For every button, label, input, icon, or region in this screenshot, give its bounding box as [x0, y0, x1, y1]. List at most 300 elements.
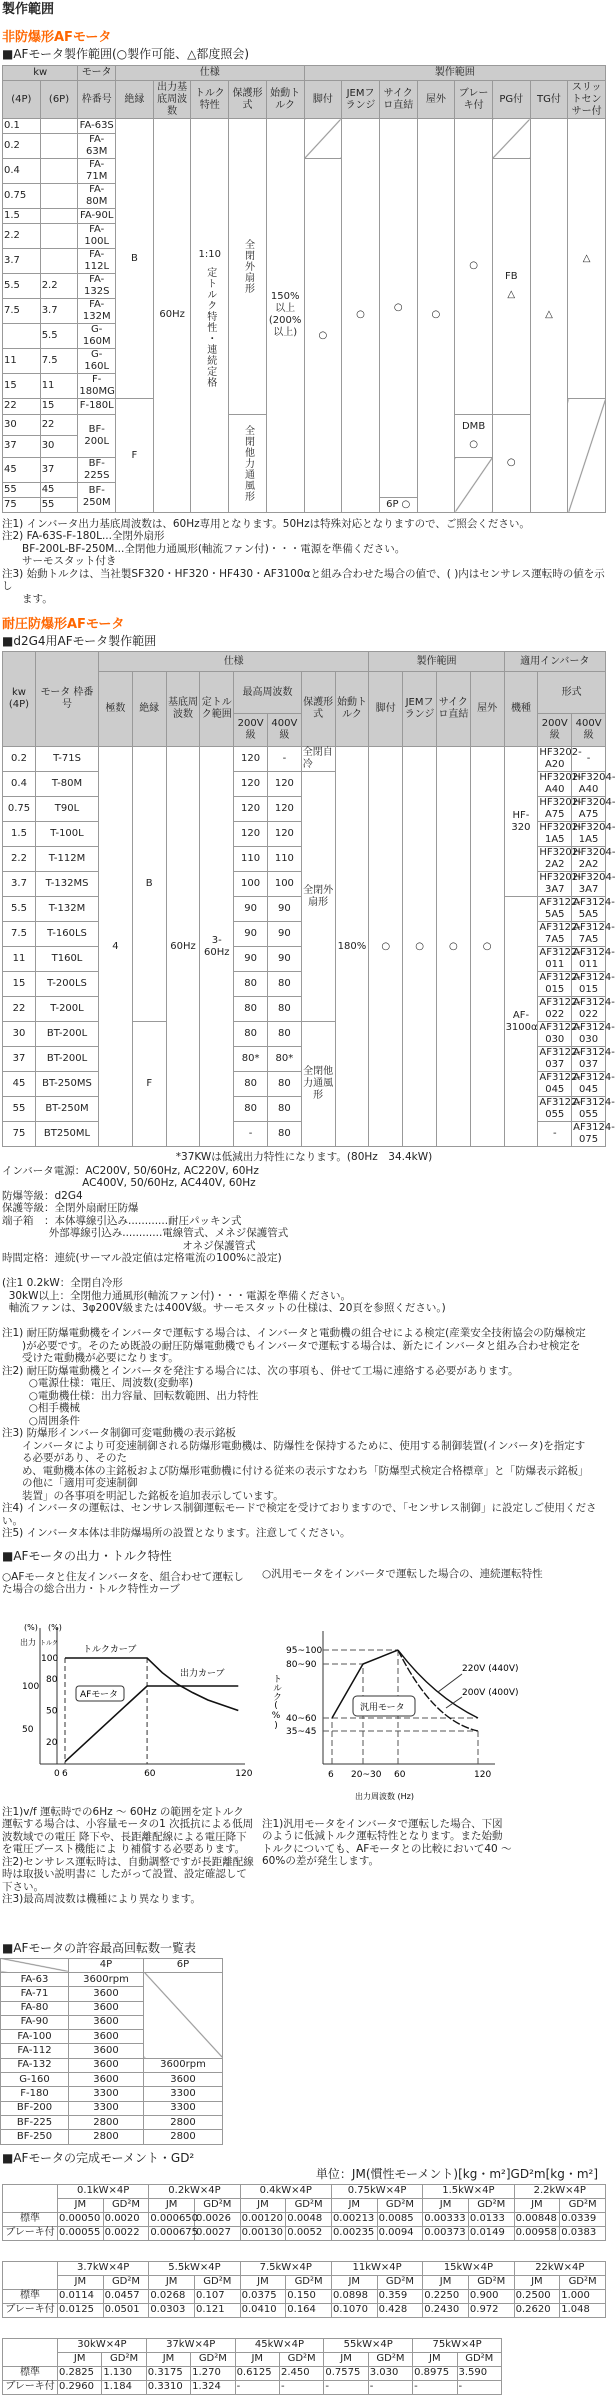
header-200v: 200V級 [234, 714, 268, 747]
max-frequency-200v: 120 [234, 797, 268, 822]
inverter-type-400v: AF3124-055 [573, 1097, 615, 1121]
note-line: 軸流ファンは、3φ200V級または400V級。サーモスタットの仕様は、20頁を参照ください。) [2, 1302, 446, 1315]
frame-number: BT-250M [36, 1097, 99, 1122]
6p-na [144, 1972, 223, 2058]
insulation: B [116, 119, 154, 399]
table-row [3, 2303, 606, 2317]
inverter-type-400v: AF3124-037 [573, 1047, 615, 1071]
header-cyclo: サイクロ直結 [436, 672, 470, 747]
outdoor-mark: ○ [417, 119, 455, 513]
rpm-4p: 2800 [69, 2130, 144, 2144]
leg-mark: ○ [369, 747, 403, 1147]
value-cell: 0.7575 [324, 2366, 368, 2380]
frame: FA-90 [1, 2015, 69, 2029]
header-pg: PG付 [492, 81, 530, 119]
kw-header: 75kW×4P [413, 2338, 502, 2352]
frame-number: FA-132S [78, 274, 116, 299]
header-6p: 6P [144, 1958, 223, 1972]
pg-mark: ○ [492, 414, 530, 512]
jem-mark: ○ [403, 747, 437, 1147]
jm-header: JM [514, 2275, 560, 2289]
kw-6p: 15 [40, 399, 78, 414]
cyclo-mark: ○ [436, 747, 470, 1147]
gd2-header: GD²M [194, 2275, 240, 2289]
kw-4p: 37 [3, 436, 41, 458]
rpm-4p: 3300 [69, 2087, 144, 2101]
poles: 4 [99, 747, 133, 1147]
output-axis-label: 出力 [20, 1637, 36, 1647]
row-label: 標準 [3, 2366, 58, 2380]
note-line: 注1)汎用モータをインバータで運転した場合、下図のように低減トルク運転特性となります。また始動トルクについても、AFモータとの比較において40 ～ 60%の差が発生します。 [262, 1817, 512, 1868]
value-cell: 0.6125 [235, 2366, 279, 2380]
note-line: 注2) 耐圧防爆電動機とインバータを発注する場合には、次の事項も、併せて工場に連絡する必要があります。 [2, 1364, 519, 1377]
max-frequency-200v: - [234, 1122, 268, 1147]
frame-number: FA-132M [78, 299, 116, 324]
pg-mark [492, 159, 530, 414]
value-cell: 0.0501 [103, 2303, 149, 2317]
vertical-text: 全閉外扇形 [242, 238, 254, 294]
table1-notes [2, 518, 606, 606]
value-cell: 0.8975 [413, 2366, 457, 2380]
insulation: F [132, 1022, 166, 1147]
inverter-type-200v: HF3202-A20 [539, 747, 582, 771]
kw: 5.5 [3, 897, 36, 922]
kw: 0.4 [3, 772, 36, 797]
rpm-4p: 3600 [69, 2001, 144, 2015]
value-cell: 0.00958 [514, 2226, 560, 2240]
header-start: 始動トルク [335, 672, 369, 747]
kw-4p: 0.1 [3, 119, 41, 134]
value-cell: 0.00055 [58, 2226, 104, 2240]
note-line: 保護等級：全閉外扇耐圧防爆 [2, 1202, 139, 1215]
torque-curve [65, 1658, 238, 1711]
kw: 22 [3, 997, 36, 1022]
inverter-type-400v: HF3204-A75 [573, 797, 616, 821]
note-line: インバータにより可変速制御される防爆形電動機は、防爆性を保持するために、使用する制御装置(インバータ)を指定す [2, 1439, 586, 1452]
kw-4p: 45 [3, 457, 41, 482]
value-cell: 0.0020 [103, 2212, 149, 2226]
leg-na [304, 119, 342, 159]
value-cell: 0.3175 [146, 2366, 190, 2380]
frame-number: FA-80M [78, 184, 116, 209]
gd2-header: GD²M [468, 2275, 514, 2289]
value-cell: 0.2430 [423, 2303, 469, 2317]
header-range: 製作範囲 [369, 652, 504, 672]
value-cell: 0.2960 [58, 2380, 102, 2394]
frame-number: T-132M [36, 897, 99, 922]
mark: 1:10 [198, 248, 222, 260]
kw: 7.5 [3, 922, 36, 947]
gd2-header: GD²M [377, 2275, 423, 2289]
rpm-6p: 3600rpm [144, 2058, 223, 2072]
tg-mark: △ [530, 119, 568, 513]
header-leg: 脚付 [304, 81, 342, 119]
frame-number: FA-71M [78, 159, 116, 184]
general-motor-label: 汎用モータ [360, 1702, 405, 1713]
gd2-header: GD²M [286, 2198, 332, 2212]
kw: 15 [3, 972, 36, 997]
kw: 55 [3, 1097, 36, 1122]
header-kw: kw (4P) [3, 652, 36, 747]
jm-header: JM [146, 2352, 190, 2366]
table-row [1, 1972, 223, 1986]
value-cell: 0.3310 [146, 2380, 190, 2394]
value-cell: 0.0457 [103, 2289, 149, 2303]
frame-number: FA-90L [78, 209, 116, 224]
max-frequency-400v: 120 [267, 772, 301, 797]
header-torque: トルク特性 [191, 81, 229, 119]
table-row [1, 2115, 223, 2129]
inverter-type-200v: HF3202-2A2 [539, 847, 582, 871]
inverter-type-400v: AF3124-075 [573, 1122, 615, 1146]
output-unit: (%) [24, 1622, 38, 1632]
gd2-table [2, 2338, 502, 2395]
kw-4p: 3.7 [3, 249, 41, 274]
inverter-type-200v: AF3122-011 [539, 947, 582, 971]
gd2-section-heading: ■AFモータの完成モーメント・GD² [2, 2150, 195, 2165]
header-6p: (6P) [40, 81, 78, 119]
kw-4p: 55 [3, 482, 41, 497]
kw-6p [40, 224, 78, 249]
frame-number: BT-200L [36, 1022, 99, 1047]
inverter-model: AF-3100α [504, 897, 538, 1147]
value-cell: 0.2250 [423, 2289, 469, 2303]
x-tick: 120 [474, 1769, 492, 1780]
kw-4p: 22 [3, 399, 41, 414]
rpm-6p: 2800 [144, 2115, 223, 2129]
value-cell: 1.000 [560, 2289, 606, 2303]
header-type-400v: 400V級 [572, 714, 606, 747]
max-frequency-200v: 90 [234, 897, 268, 922]
header-motor: モータ [78, 66, 116, 81]
kw-6p [40, 134, 78, 159]
note-line [2, 1315, 606, 1328]
kw-6p: 55 [40, 497, 78, 512]
curve-label: 220V (440V) [462, 1663, 519, 1674]
jm-header: JM [514, 2198, 560, 2212]
value-cell: 1.270 [191, 2366, 235, 2380]
jm-header: JM [331, 2275, 377, 2289]
table-row [1, 2073, 223, 2087]
kw-4p: 30 [3, 414, 41, 436]
header-prot: 保護形式 [301, 672, 335, 747]
frame-number: T-160LS [36, 922, 99, 947]
value-cell: 0.00120 [240, 2212, 286, 2226]
gd2-unit: 単位：JM(慣性モーメント)[kg・m²]GD²m[kg・m²] [315, 2166, 598, 2181]
value-cell: 0.164 [286, 2303, 332, 2317]
kw-header: 0.2kW×4P [149, 2184, 240, 2198]
frame-number: FA-63S [78, 119, 116, 134]
inverter-type-200v: HF3202-1A5 [539, 822, 582, 846]
frame: BF-200 [1, 2101, 69, 2115]
right-chart-notes [262, 1806, 512, 1868]
inverter-type-200v: - [538, 1122, 572, 1147]
frame-number: BF-225S [78, 457, 116, 482]
value-cell: 0.0022 [103, 2226, 149, 2240]
kw-header: 22kW×4P [514, 2261, 605, 2275]
value-cell: 1.184 [102, 2380, 146, 2394]
frame: G-160 [1, 2073, 69, 2087]
rpm-6p: 3300 [144, 2087, 223, 2101]
starting-torque: 150%以上(200%以上) [266, 119, 304, 513]
inverter-model: HF-320 [504, 747, 538, 897]
value-cell: 1.048 [560, 2303, 606, 2317]
note-line: 注1) 耐圧防爆電動機をインバータで運転する場合は、インバータと電動機の組合せによる検定(産業安全技術協会の防爆検定 [2, 1327, 586, 1340]
protection-type: 全閉他力通風形 [301, 1022, 335, 1147]
kw-4p: 0.4 [3, 159, 41, 184]
y-tick: 80~90 [286, 1659, 317, 1670]
frame: FA-132 [1, 2058, 69, 2072]
value-cell: 0.0125 [58, 2303, 104, 2317]
inverter-type-400v: HF3204-2A2 [573, 847, 616, 871]
kw: 2.2 [3, 847, 36, 872]
leader-line [446, 1697, 462, 1708]
value-cell: 0.00848 [514, 2212, 560, 2226]
gd2-header: GD²M [286, 2275, 332, 2289]
header-slit: スリットセンサー付 [568, 81, 606, 119]
table-row [3, 2289, 606, 2303]
kw-6p: 3.7 [40, 299, 78, 324]
table2-caption: ■d2G4用AFモータ製作範囲 [2, 634, 157, 649]
kw-4p: 5.5 [3, 274, 41, 299]
note-line: 注3)最高周波数は機種により異なります。 [2, 1893, 201, 1906]
d2g4-production-table [2, 651, 616, 1147]
max-frequency-200v: 80 [234, 1072, 268, 1097]
kw: 37 [3, 1047, 36, 1072]
row-label: 標準 [3, 2212, 58, 2226]
torque-tick: 80 [46, 1674, 58, 1685]
protection-type [229, 414, 267, 512]
frame-number: G-160M [78, 324, 116, 349]
header-out: 屋外 [470, 672, 504, 747]
note-line: め、電動機本体の主銘板および防爆形電動機に付ける従来の表示すなわち「防爆型式検定合格標章」と「防爆表示銘板」 [2, 1464, 589, 1477]
inverter-type-200v: AF3122-7A5 [539, 922, 582, 946]
corner-cell [1, 1958, 69, 1972]
gd2-header: GD²M [279, 2352, 323, 2366]
value-cell: 0.359 [377, 2289, 423, 2303]
value-cell: - [324, 2380, 368, 2394]
note-line: 注1)v/f 運転時での6Hz ～ 60Hz の範囲を定トルク運転する場合は、小容量モータの1 次抵抗による低周波数域での電圧 降下や、長距離配線による電圧降下を電圧ブースト機能によ り補償する必要あります。 [2, 1805, 254, 1856]
note-line: 端子箱 ：本体導線引込み............耐圧パッキン式 [2, 1214, 242, 1227]
table-row [1, 2101, 223, 2115]
kw-header: 37kW×4P [146, 2338, 235, 2352]
kw-6p: 7.5 [40, 349, 78, 374]
frame-number: T90L [36, 797, 99, 822]
header-leg: 脚付 [369, 672, 403, 747]
kw: 45 [3, 1072, 36, 1097]
gd2-header: GD²M [377, 2198, 423, 2212]
kw-6p: 2.2 [40, 274, 78, 299]
header-range: 製作範囲 [304, 66, 606, 81]
max-frequency-400v: - [267, 747, 301, 772]
output-tick: 50 [22, 1724, 34, 1735]
x-tick: 20~30 [351, 1769, 382, 1780]
value-cell: - [457, 2380, 501, 2394]
value-cell: 0.0052 [286, 2226, 332, 2240]
output-tick: 100 [22, 1681, 40, 1692]
header-type-200v: 200V級 [538, 714, 572, 747]
max-rpm-table [0, 1958, 223, 2145]
inverter-type-200v: HF3202-A75 [539, 797, 582, 821]
table-row [3, 2226, 606, 2240]
inverter-type-200v: AF3122-037 [539, 1047, 582, 1071]
note-line: 防爆等級：d2G4 [2, 1189, 83, 1202]
kw-4p: 0.2 [3, 134, 41, 159]
frame-number: T-112M [36, 847, 99, 872]
max-frequency-400v: 110 [267, 847, 301, 872]
value-cell: 0.0149 [468, 2226, 514, 2240]
slit-na [568, 399, 606, 513]
torque-unit: (%) [48, 1622, 62, 1632]
vertical-text: 全閉他力通風形 [242, 424, 254, 502]
frame-number: T-80M [36, 772, 99, 797]
note-line: ます。 [2, 592, 53, 605]
note-line: AC400V, 50/60Hz, AC440V, 60Hz [2, 1177, 256, 1190]
value-cell: 0.00050 [58, 2212, 104, 2226]
inverter-type-400v: AF3124-022 [573, 997, 615, 1021]
x-axis-label: 出力周波数 (Hz) [355, 1791, 414, 1801]
x-tick: 60 [144, 1768, 156, 1779]
gd2-header: GD²M [103, 2275, 149, 2289]
kw-header: 3.7kW×4P [58, 2261, 149, 2275]
table-row [3, 2380, 502, 2394]
x-tick: 120 [235, 1768, 253, 1779]
table-row [3, 159, 606, 184]
frame: FA-100 [1, 2030, 69, 2044]
header-4p: 4P [69, 1958, 144, 1972]
value-cell: 1.130 [102, 2366, 146, 2380]
header-start: 始動トルク [266, 81, 304, 119]
max-frequency-200v: 120 [234, 822, 268, 847]
rpm-6p: 2800 [144, 2130, 223, 2144]
note-line: る必要があり、そのた [2, 1452, 128, 1465]
kw: 30 [3, 1022, 36, 1047]
row-label: ブレーキ付 [3, 2380, 58, 2394]
max-frequency-400v: 90 [267, 922, 301, 947]
table2-notes [2, 1151, 606, 1540]
value-cell: 0.000675 [150, 2227, 199, 2238]
header-out: 屋外 [417, 81, 455, 119]
inverter-type-400v: HF3204-1A5 [573, 822, 616, 846]
kw-header: 11kW×4P [331, 2261, 422, 2275]
rpm-4p: 3600 [69, 2058, 144, 2072]
kw-header: 7.5kW×4P [240, 2261, 331, 2275]
kw-6p: 30 [40, 436, 78, 458]
header-max-frequency: 最高周波数 [234, 672, 302, 714]
note-line: ○電動機仕様：出力容量、回転数範囲、出力特性 [2, 1389, 259, 1402]
y-tick: 35~45 [286, 1726, 317, 1737]
kw: 0.75 [3, 797, 36, 822]
max-frequency-200v: 80 [234, 997, 268, 1022]
kw-6p [40, 209, 78, 224]
gd2-header: GD²M [103, 2198, 149, 2212]
left-chart-caption: ○AFモータと住友インバータを、組合わせて運転した場合の総合出力・トルク特性カーブ [2, 1570, 244, 1596]
max-frequency-400v: 120 [267, 797, 301, 822]
value-cell: 3.590 [457, 2366, 501, 2380]
inverter-type-200v: AF3122-045 [539, 1072, 582, 1096]
x-tick: 60 [394, 1769, 406, 1780]
note-line: ○周囲条件 [2, 1414, 80, 1427]
gd2-tables [2, 2184, 606, 2395]
rpm-4p: 3600rpm [69, 1972, 144, 1986]
corner-cell [3, 2338, 58, 2366]
pg-na [492, 119, 530, 159]
header-brake: ブレーキ付 [455, 81, 493, 119]
kw-4p [3, 324, 41, 349]
inverter-type-400v: AF3124-011 [573, 947, 615, 971]
table-row [1, 2087, 223, 2101]
kw: 75 [3, 1122, 36, 1147]
jem-mark: ○ [342, 119, 380, 513]
frame: FA-71 [1, 1987, 69, 2001]
row-label: ブレーキ付 [3, 2226, 58, 2240]
inverter-type-200v: AF3122-5A5 [539, 897, 582, 921]
note-line: 受けた電動機が必要になります。 [2, 1352, 179, 1365]
jm-header: JM [235, 2352, 279, 2366]
frame: BF-225 [1, 2115, 69, 2129]
row-label: 標準 [3, 2289, 58, 2303]
gd2-header: GD²M [560, 2275, 606, 2289]
x-tick: 6 [62, 1768, 68, 1779]
right-chart-caption: ○汎用モータをインバータで運転した場合の、連続運転特性 [262, 1567, 543, 1580]
jm-header: JM [423, 2198, 469, 2212]
inverter-type-200v: HF3202-A40 [539, 772, 582, 796]
header-frame: 枠番号 [78, 81, 116, 119]
frame-number: BF-250M [78, 482, 116, 512]
header-type: 形式 [538, 672, 606, 714]
value-cell: 0.0898 [331, 2289, 377, 2303]
insulation: B [132, 747, 166, 1022]
max-frequency-200v: 120 [234, 772, 268, 797]
rpm-4p: 3600 [69, 1987, 144, 2001]
inverter-type-200v: HF3202-3A7 [539, 872, 582, 896]
value-cell: 0.900 [468, 2289, 514, 2303]
value-cell: 0.0048 [286, 2212, 332, 2226]
kw-header: 5.5kW×4P [149, 2261, 240, 2275]
x-tick: 6 [328, 1769, 334, 1780]
value-cell: - [279, 2380, 323, 2394]
cyclo-6p-mark [379, 497, 417, 512]
y-tick: 40~60 [286, 1713, 317, 1724]
kw-header: 2.2kW×4P [514, 2184, 605, 2198]
kw-4p: 11 [3, 349, 41, 374]
header-model: 機種 [504, 672, 538, 747]
inverter-type-200v: AF3122-055 [539, 1097, 582, 1121]
kw-6p: 37 [40, 457, 78, 482]
note-line: *37KWは低減出力特性になります。(80Hz 34.4kW) [175, 1151, 433, 1164]
kw-6p [40, 249, 78, 274]
mark: FB [504, 271, 518, 283]
header-ins: 絶縁 [132, 672, 166, 747]
mark: ○ [469, 438, 478, 450]
mark: DMB [461, 420, 486, 432]
torque-charts [0, 1596, 610, 1806]
note-line: インバータ電源：AC200V, 50/60Hz, AC220V, 60Hz [2, 1164, 259, 1177]
value-cell: 0.1070 [331, 2303, 377, 2317]
header-inverter: 適用インバータ [504, 652, 605, 672]
table-row [3, 2366, 502, 2380]
max-frequency-400v: 90 [267, 897, 301, 922]
frame: BF-250 [1, 2130, 69, 2144]
header-tg: TG付 [530, 81, 568, 119]
header-jem: JEMフランジ [403, 672, 437, 747]
inverter-type-400v: AF3124-015 [573, 972, 615, 996]
value-cell: 1.324 [191, 2380, 235, 2394]
max-frequency-400v: 80 [267, 997, 301, 1022]
gd2-table [2, 2184, 606, 2241]
kw-4p: 7.5 [3, 299, 41, 324]
production-range-table [2, 65, 606, 513]
